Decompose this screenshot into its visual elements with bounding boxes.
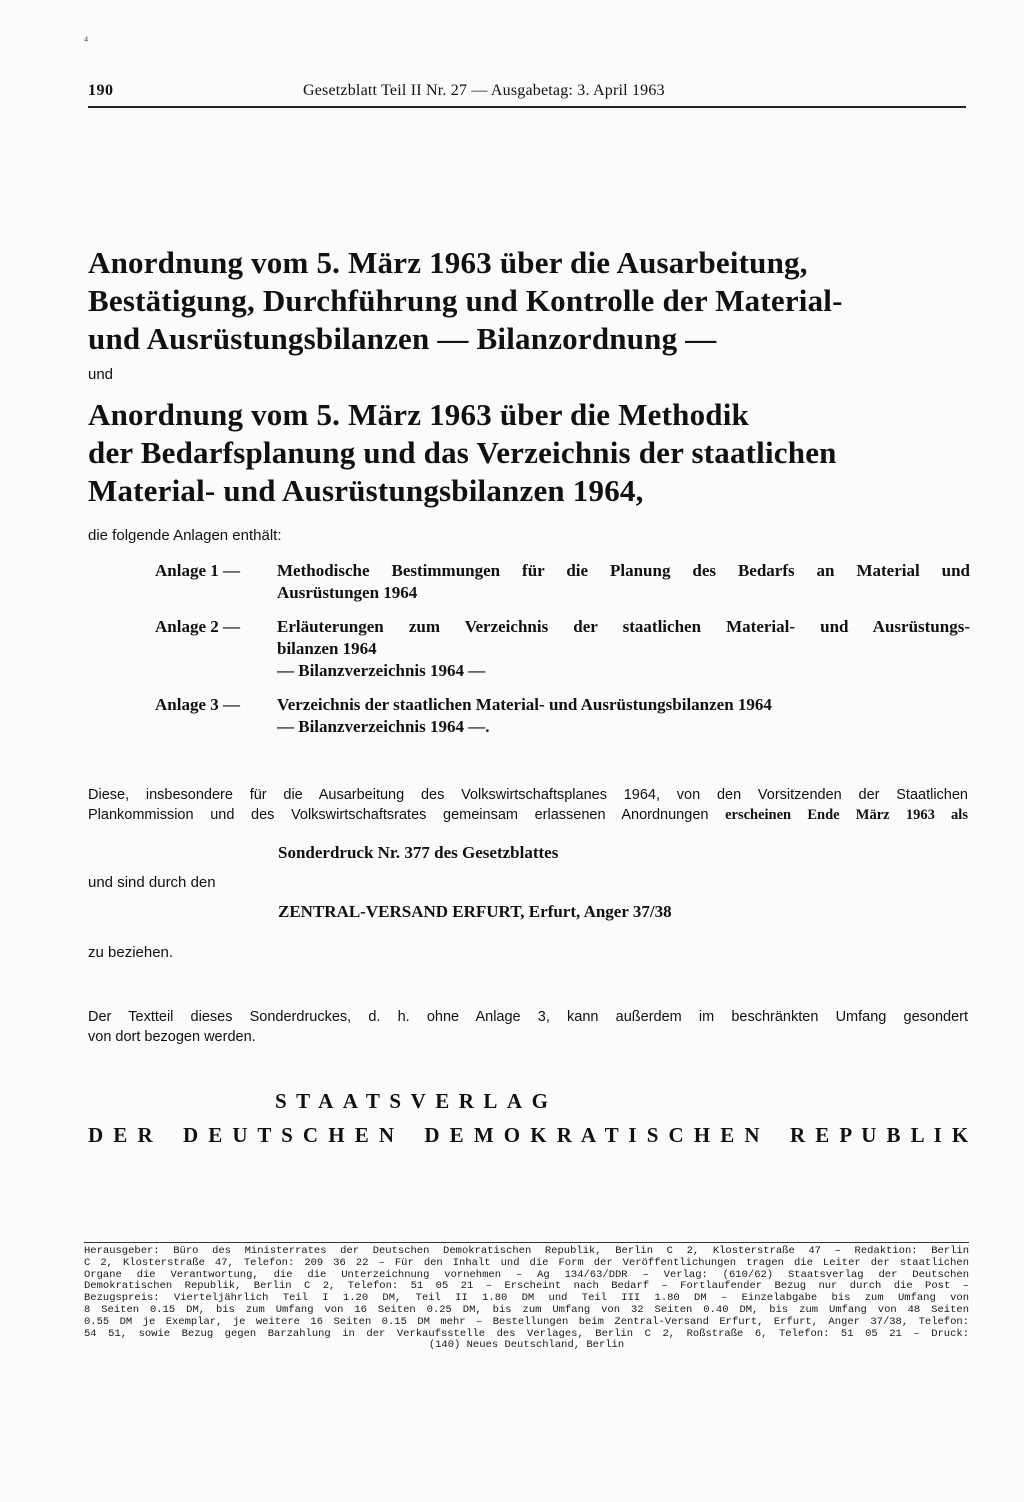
title-line: Anordnung vom 5. März 1963 über die Methodik	[88, 397, 749, 432]
imprint-line: Demokratischen Republik, Berlin C 2, Telefon: 51 05 21 – Erscheint nach Bedarf – Fortlaufender Bezug nur durch die Post –	[84, 1280, 969, 1293]
annex-line: Erläuterungen zum Verzeichnis der staatlichen Material- und Ausrüstungs-	[277, 617, 970, 636]
ordinance-title-1	[88, 244, 968, 358]
via-text: und sind durch den	[88, 874, 216, 891]
notice-emphasis: erscheinen Ende März 1963 als	[725, 807, 968, 823]
page-number: 190	[88, 82, 114, 99]
annex-line: bilanzen 1964	[277, 639, 377, 658]
imprint-line: 54 51, sowie Bezug gegen Barzahlung in der Verkaufsstelle des Verlages, Berlin C 2, Roßstraße 6, Telefon: 51 05 21 – Druck:	[84, 1327, 969, 1340]
title-line: Anordnung vom 5. März 1963 über die Ausarbeitung,	[88, 245, 808, 280]
title-line: Material- und Ausrüstungsbilanzen 1964,	[88, 473, 644, 508]
annex-item	[155, 560, 970, 604]
imprint-line: 8 Seiten 0.15 DM, bis zum Umfang von 16 Seiten 0.25 DM, bis zum Umfang von 32 Seiten 0.40 DM, bis zum Umfang von 48 Seiten	[84, 1303, 969, 1316]
header-title: Gesetzblatt Teil II Nr. 27 — Ausgabetag: 3. April 1963	[303, 82, 665, 99]
annex-line: Verzeichnis der staatlichen Material- und Ausrüstungsbilanzen 1964	[277, 695, 772, 714]
notice-line	[88, 805, 968, 825]
annex-item	[155, 694, 970, 738]
annex-line: Ausrüstungen 1964	[277, 583, 418, 602]
print-speck: ⁴	[84, 34, 89, 48]
notice-line: Der Textteil dieses Sonderdruckes, d. h. ohne Anlage 3, kann außerdem im beschränkten Umfang gesondert	[88, 1009, 968, 1025]
annex-label: Anlage 3 —	[155, 695, 240, 714]
imprint-line: 0.55 DM je Exemplar, je weitere 16 Seiten 0.15 DM mehr – Bestellungen beim Zentral-Versand Erfurt, Erfurt, Anger 37/38, Telefon:	[84, 1315, 969, 1328]
imprint-line: Organe die Verantwortung, die die Unterzeichnung vornehmen – Ag 134/63/DDR – Verlag: (610/62) Staatsverlag der Deutschen	[84, 1268, 969, 1281]
annex-line: Methodische Bestimmungen für die Planung des Bedarfs an Material und	[277, 561, 970, 580]
ordinance-title-2	[88, 396, 968, 510]
title-line: der Bedarfsplanung und das Verzeichnis der staatlichen	[88, 435, 837, 470]
imprint-line: C 2, Klosterstraße 47, Telefon: 209 36 22 – Für den Inhalt und die Form der Veröffentlichungen tragen die Leiter der staatlichen	[84, 1256, 969, 1269]
annex-line: — Bilanzverzeichnis 1964 —.	[277, 717, 490, 736]
title-line: und Ausrüstungsbilanzen — Bilanzordnung —	[88, 321, 717, 356]
imprint-line: Bezugspreis: Vierteljährlich Teil I 1.20 DM, Teil II 1.80 DM und Teil III 1.80 DM – Einzelabgabe bis zum Umfang von	[84, 1292, 969, 1305]
notice-line: von dort bezogen werden.	[88, 1029, 256, 1045]
annex-item	[155, 616, 970, 682]
imprint-line: Herausgeber: Büro des Ministerrates der Deutschen Demokratischen Republik, Berlin C 2, Klosterstraße 47 – Redaktion: Berlin	[84, 1245, 969, 1257]
annex-label: Anlage 1 —	[155, 561, 240, 580]
annex-label: Anlage 2 —	[155, 617, 240, 636]
distributor-address: ZENTRAL-VERSAND ERFURT, Erfurt, Anger 37/38	[278, 902, 672, 921]
title-line: Bestätigung, Durchführung und Kontrolle der Material-	[88, 283, 843, 318]
annex-intro: die folgende Anlagen enthält:	[88, 527, 282, 544]
publication-notice	[88, 785, 968, 825]
publisher-country: D E R D E U T S C H E N D E M O K R A T I S C H E N R E P U B L I K	[88, 1123, 969, 1147]
text-part-notice	[88, 1007, 968, 1047]
connector-text: und	[88, 366, 114, 383]
annex-list	[155, 560, 970, 750]
notice-text: Plankommission und des Volkswirtschaftsrates gemeinsam erlassenen Anordnungen	[88, 807, 726, 823]
annex-line: — Bilanzverzeichnis 1964 —	[277, 661, 486, 680]
notice-line: Diese, insbesondere für die Ausarbeitung des Volkswirtschaftsplanes 1964, von den Vorsitzenden der Staatlichen	[88, 787, 968, 803]
page-header	[88, 82, 966, 108]
imprint	[84, 1242, 969, 1352]
imprint-line: (140) Neues Deutschland, Berlin	[428, 1339, 625, 1352]
special-print-title: Sonderdruck Nr. 377 des Gesetzblattes	[278, 843, 559, 862]
publisher-name: STAATSVERLAG	[275, 1089, 558, 1113]
obtain-text: zu beziehen.	[88, 944, 174, 961]
